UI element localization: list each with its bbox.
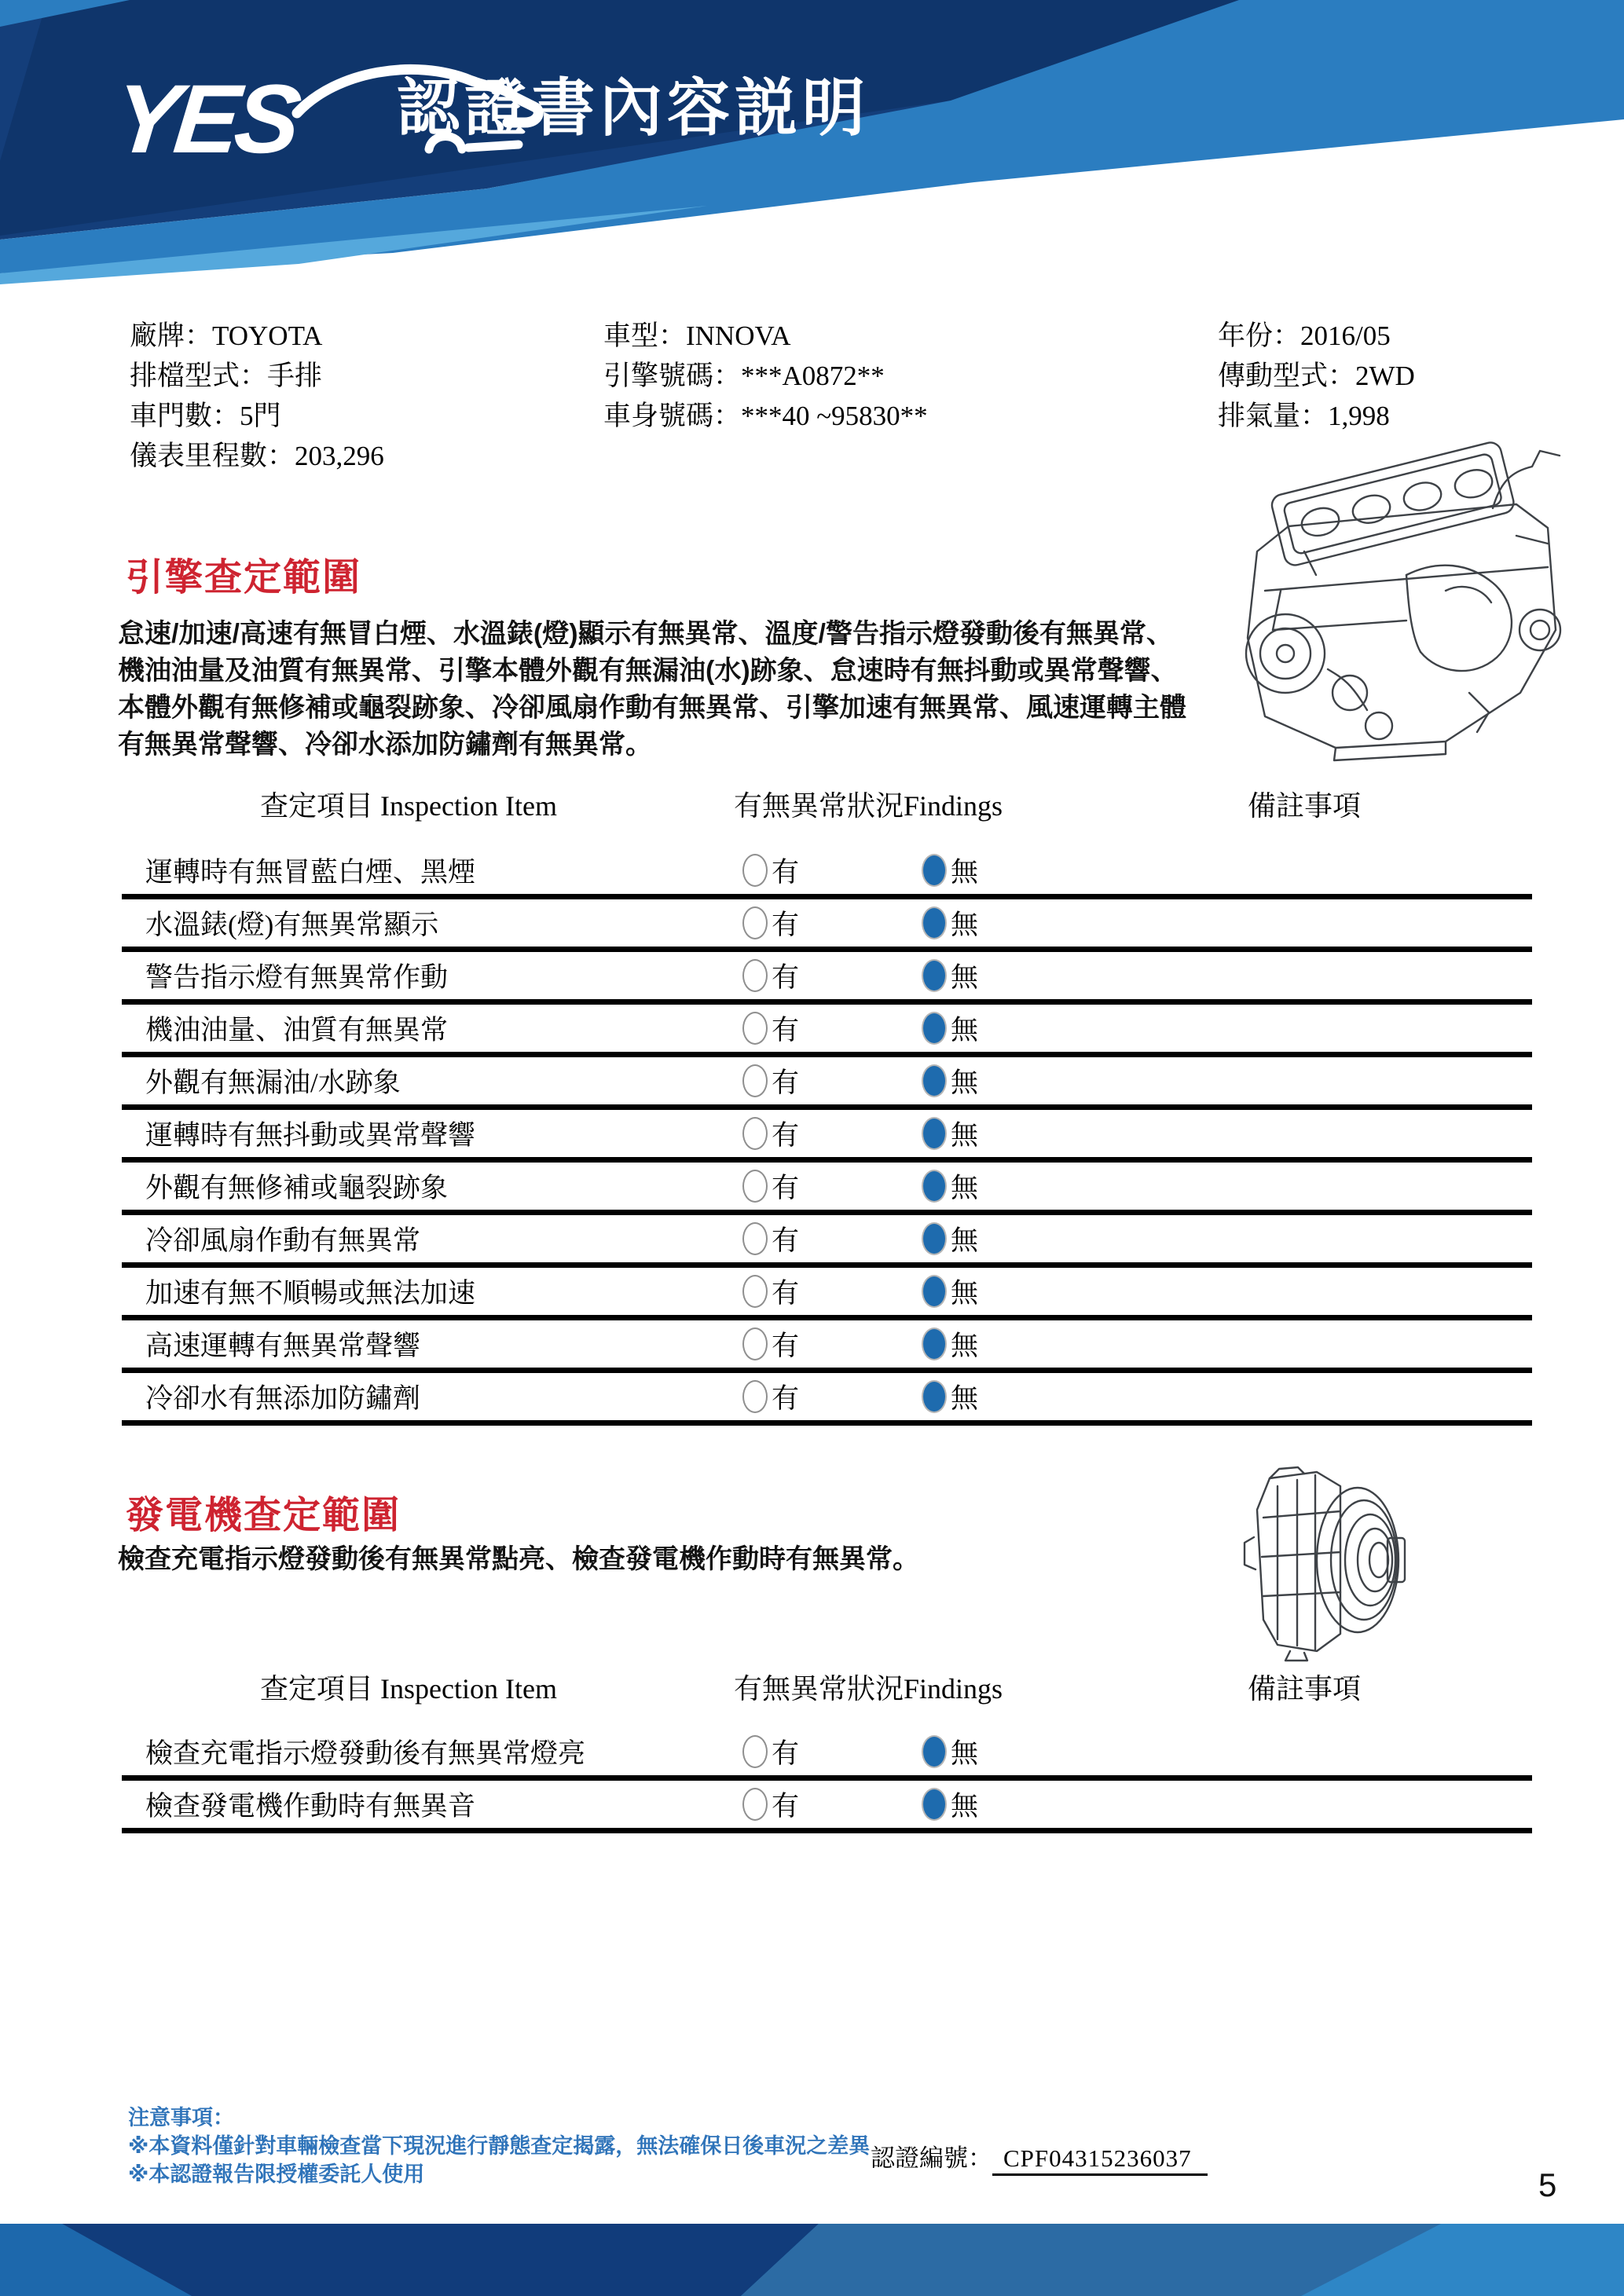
inspection-item-label: 外觀有無漏油/水跡象 bbox=[145, 1067, 401, 1098]
radio-no-selected bbox=[922, 906, 947, 939]
engine-section-title: 引擎查定範圍 bbox=[126, 557, 362, 599]
inspection-row bbox=[122, 1781, 1532, 1833]
column-header-findings: 有無異常狀況Findings bbox=[733, 1673, 1003, 1705]
yes-logo-text: YES bbox=[108, 65, 302, 174]
engine-section-description bbox=[118, 616, 1186, 764]
radio-yes-unselected bbox=[742, 854, 768, 887]
alternator-illustration bbox=[1223, 1463, 1428, 1664]
radio-yes-unselected bbox=[742, 1380, 768, 1413]
radio-label: 有 bbox=[772, 1225, 800, 1256]
vehicle-info-line: 儀表里程數：203,296 bbox=[130, 441, 384, 471]
inspection-item-label: 冷卻風扇作動有無異常 bbox=[145, 1225, 421, 1256]
radio-yes-unselected bbox=[742, 906, 768, 939]
inspection-row bbox=[122, 847, 1532, 899]
vehicle-info-line: 車門數：5門 bbox=[130, 401, 281, 431]
finding-option-no bbox=[922, 956, 978, 995]
radio-label: 無 bbox=[951, 1120, 979, 1151]
radio-no-selected bbox=[922, 1788, 947, 1821]
inspection-item-label: 運轉時有無抖動或異常聲響 bbox=[145, 1120, 476, 1151]
finding-option-no bbox=[922, 903, 978, 943]
column-header-findings: 有無異常狀況Findings bbox=[733, 790, 1003, 822]
note-line-2: ※本認證報告限授權委託人使用 bbox=[128, 2162, 425, 2186]
radio-yes-unselected bbox=[742, 1788, 768, 1821]
finding-option-yes bbox=[742, 1732, 799, 1771]
finding-option-no bbox=[922, 1272, 978, 1311]
inspection-row bbox=[122, 952, 1532, 1005]
inspection-row bbox=[122, 899, 1532, 952]
finding-option-yes bbox=[742, 903, 799, 943]
vehicle-info-line: 年份：2016/05 bbox=[1218, 320, 1391, 351]
radio-label: 無 bbox=[951, 1331, 979, 1361]
vehicle-info-column-2 bbox=[603, 316, 928, 436]
description-line: 有無異常聲響、冷卻水添加防鏽劑有無異常。 bbox=[118, 730, 652, 760]
engine-table-header bbox=[122, 784, 1532, 820]
vehicle-info-line: 傳動型式：2WD bbox=[1218, 361, 1415, 391]
radio-label: 無 bbox=[951, 1791, 979, 1822]
inspection-row bbox=[122, 1215, 1532, 1268]
inspection-item-label: 冷卻水有無添加防鏽劑 bbox=[145, 1383, 421, 1414]
inspection-row bbox=[122, 1728, 1532, 1781]
radio-no-selected bbox=[922, 1380, 947, 1413]
generator-section-title: 發電機查定範圍 bbox=[126, 1495, 401, 1536]
finding-option-yes bbox=[742, 851, 799, 890]
finding-option-yes bbox=[742, 1785, 799, 1824]
column-header-inspection-item: 查定項目 Inspection Item bbox=[260, 790, 557, 822]
engine-table bbox=[122, 847, 1532, 1426]
radio-label: 無 bbox=[951, 857, 979, 888]
column-header-inspection-item: 查定項目 Inspection Item bbox=[260, 1673, 557, 1705]
finding-option-no bbox=[922, 1732, 978, 1771]
generator-table-header bbox=[122, 1667, 1532, 1703]
finding-option-no bbox=[922, 1114, 978, 1153]
radio-label: 有 bbox=[772, 1738, 800, 1769]
column-header-remarks: 備註事項 bbox=[1247, 1673, 1361, 1705]
description-line: 機油油量及油質有無異常、引擎本體外觀有無漏油(水)跡象、怠速時有無抖動或異常聲響、 bbox=[118, 656, 1178, 686]
radio-no-selected bbox=[922, 1012, 947, 1045]
radio-yes-unselected bbox=[742, 1275, 768, 1308]
finding-option-no bbox=[922, 851, 978, 890]
inspection-item-label: 機油油量、油質有無異常 bbox=[145, 1015, 449, 1045]
inspection-item-label: 加速有無不順暢或無法加速 bbox=[145, 1278, 476, 1309]
radio-yes-unselected bbox=[742, 959, 768, 992]
finding-option-no bbox=[922, 1166, 978, 1206]
radio-label: 有 bbox=[772, 857, 800, 888]
certificate-number-block bbox=[871, 2138, 1208, 2173]
radio-label: 無 bbox=[951, 962, 979, 993]
vehicle-info-line: 排氣量：1,998 bbox=[1218, 401, 1390, 431]
inspection-item-label: 警告指示燈有無異常作動 bbox=[145, 962, 449, 993]
radio-no-selected bbox=[922, 1064, 947, 1097]
finding-option-no bbox=[922, 1219, 978, 1258]
inspection-item-label: 檢查充電指示燈發動後有無異常燈亮 bbox=[145, 1738, 586, 1769]
radio-no-selected bbox=[922, 1735, 947, 1768]
vehicle-info-line: 車身號碼：***40 ~95830** bbox=[603, 401, 928, 431]
finding-option-yes bbox=[742, 1114, 799, 1153]
description-line: 怠速/加速/高速有無冒白煙、水溫錶(燈)顯示有無異常、溫度/警告指示燈發動後有無異常、 bbox=[118, 619, 1173, 649]
radio-label: 無 bbox=[951, 1738, 979, 1769]
vehicle-info-line: 廠牌：TOYOTA bbox=[130, 320, 323, 351]
inspection-row bbox=[122, 1373, 1532, 1426]
radio-label: 無 bbox=[951, 1278, 979, 1309]
vehicle-info-column-3 bbox=[1218, 316, 1415, 436]
radio-no-selected bbox=[922, 1275, 947, 1308]
vehicle-info-column-1 bbox=[130, 316, 384, 476]
inspection-row bbox=[122, 1320, 1532, 1373]
engine-illustration bbox=[1210, 434, 1579, 779]
radio-yes-unselected bbox=[742, 1222, 768, 1255]
generator-section-description bbox=[118, 1541, 919, 1578]
finding-option-yes bbox=[742, 1272, 799, 1311]
inspection-item-label: 高速運轉有無異常聲響 bbox=[145, 1331, 421, 1361]
radio-label: 有 bbox=[772, 1120, 800, 1151]
radio-no-selected bbox=[922, 1327, 947, 1360]
page-number: 5 bbox=[1538, 2166, 1557, 2203]
finding-option-no bbox=[922, 1009, 978, 1048]
radio-label: 有 bbox=[772, 1173, 800, 1203]
finding-option-yes bbox=[742, 1009, 799, 1048]
inspection-row bbox=[122, 1268, 1532, 1320]
description-line: 本體外觀有無修補或龜裂跡象、冷卻風扇作動有無異常、引擎加速有無異常、風速運轉主體 bbox=[118, 693, 1186, 723]
radio-label: 無 bbox=[951, 1225, 979, 1256]
radio-label: 無 bbox=[951, 1173, 979, 1203]
radio-label: 有 bbox=[772, 1067, 800, 1098]
inspection-row bbox=[122, 1163, 1532, 1215]
radio-yes-unselected bbox=[742, 1064, 768, 1097]
inspection-item-label: 運轉時有無冒藍白煙、黑煙 bbox=[145, 857, 476, 888]
description-line: 檢查充電指示燈發動後有無異常點亮、檢查發電機作動時有無異常。 bbox=[118, 1544, 919, 1574]
radio-label: 有 bbox=[772, 1791, 800, 1822]
radio-label: 無 bbox=[951, 1383, 979, 1414]
finding-option-no bbox=[922, 1061, 978, 1100]
inspection-item-label: 水溫錶(燈)有無異常顯示 bbox=[145, 910, 439, 940]
radio-no-selected bbox=[922, 1117, 947, 1150]
finding-option-yes bbox=[742, 1061, 799, 1100]
radio-label: 無 bbox=[951, 1067, 979, 1098]
inspection-item-label: 外觀有無修補或龜裂跡象 bbox=[145, 1173, 449, 1203]
finding-option-yes bbox=[742, 1166, 799, 1206]
footer-navy-shape bbox=[62, 2224, 819, 2296]
finding-option-no bbox=[922, 1324, 978, 1364]
radio-label: 有 bbox=[772, 1278, 800, 1309]
radio-label: 有 bbox=[772, 1383, 800, 1414]
vehicle-info-line: 引擎號碼：***A0872** bbox=[603, 361, 885, 391]
radio-label: 有 bbox=[772, 962, 800, 993]
radio-no-selected bbox=[922, 959, 947, 992]
certificate-number-label: 認證編號： bbox=[871, 2144, 992, 2172]
radio-yes-unselected bbox=[742, 1327, 768, 1360]
finding-option-yes bbox=[742, 956, 799, 995]
finding-option-yes bbox=[742, 1377, 799, 1416]
radio-label: 無 bbox=[951, 910, 979, 940]
radio-yes-unselected bbox=[742, 1170, 768, 1203]
vehicle-info-line: 車型：INNOVA bbox=[603, 320, 791, 351]
finding-option-no bbox=[922, 1377, 978, 1416]
inspection-row bbox=[122, 1005, 1532, 1057]
finding-option-yes bbox=[742, 1219, 799, 1258]
radio-label: 無 bbox=[951, 1015, 979, 1045]
radio-yes-unselected bbox=[742, 1117, 768, 1150]
radio-yes-unselected bbox=[742, 1735, 768, 1768]
radio-label: 有 bbox=[772, 1015, 800, 1045]
vehicle-info-line: 排檔型式：手排 bbox=[130, 361, 323, 391]
generator-table bbox=[122, 1728, 1532, 1833]
column-header-remarks: 備註事項 bbox=[1247, 790, 1361, 822]
radio-no-selected bbox=[922, 1170, 947, 1203]
inspection-item-label: 檢查發電機作動時有無異音 bbox=[145, 1791, 476, 1822]
footer-banner bbox=[0, 2224, 1624, 2296]
footer-notes bbox=[128, 2104, 870, 2188]
note-line-1: ※本資料僅針對車輛檢查當下現況進行靜態查定揭露，無法確保日後車況之差異 bbox=[128, 2134, 871, 2158]
radio-no-selected bbox=[922, 1222, 947, 1255]
radio-yes-unselected bbox=[742, 1012, 768, 1045]
inspection-row bbox=[122, 1057, 1532, 1110]
inspection-row bbox=[122, 1110, 1532, 1163]
radio-label: 有 bbox=[772, 910, 800, 940]
finding-option-yes bbox=[742, 1324, 799, 1364]
radio-no-selected bbox=[922, 854, 947, 887]
page-title: 認證書內容説明 bbox=[397, 73, 870, 143]
notes-title: 注意事項： bbox=[128, 2106, 234, 2129]
certificate-number-value: CPF04315236037 bbox=[992, 2144, 1208, 2176]
finding-option-no bbox=[922, 1785, 978, 1824]
radio-label: 有 bbox=[772, 1331, 800, 1361]
